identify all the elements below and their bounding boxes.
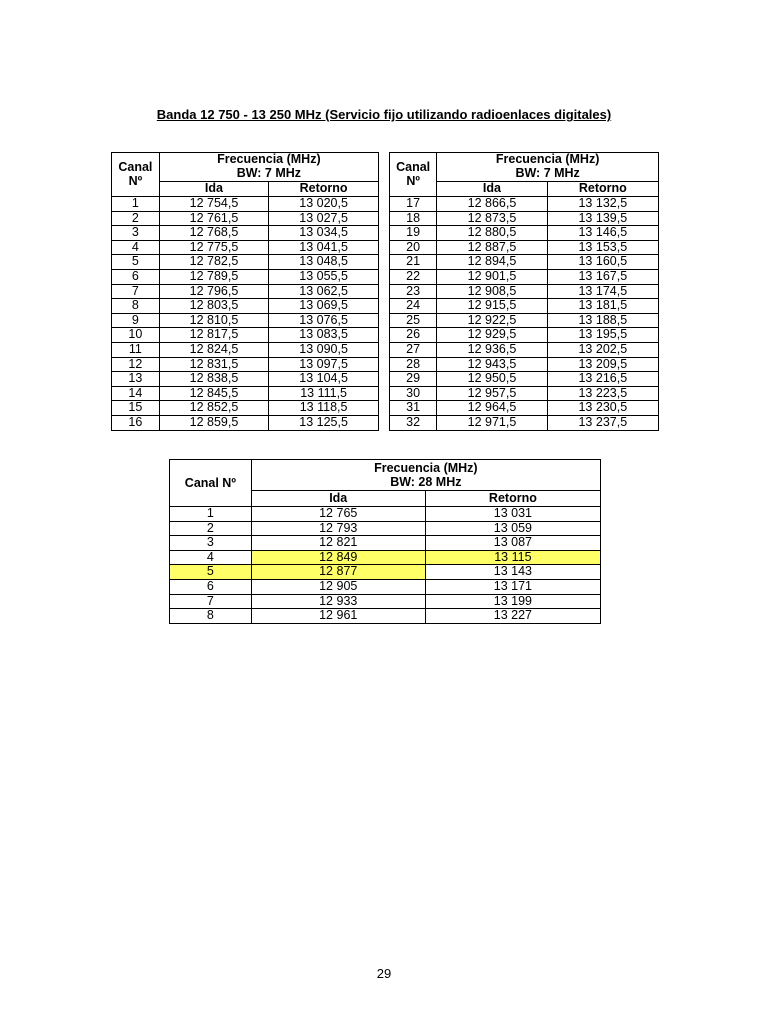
frequency-label: Frecuencia (MHz)	[495, 152, 600, 167]
table-row	[390, 211, 659, 226]
table-row	[112, 328, 379, 343]
channel-number-cell: 3	[112, 226, 160, 241]
retorno-frequency-cell: 13 171	[425, 579, 600, 594]
ida-frequency-cell: 12 849	[251, 550, 425, 565]
ida-frequency-cell: 12 873,5	[437, 211, 547, 226]
ida-frequency-cell: 12 838,5	[159, 372, 268, 387]
retorno-frequency-cell: 13 076,5	[269, 313, 379, 328]
ida-frequency-cell: 12 905	[251, 579, 425, 594]
table-row	[112, 240, 379, 255]
table-row	[112, 386, 379, 401]
channel-number-cell: 3	[170, 536, 252, 551]
retorno-frequency-cell: 13 227	[425, 609, 600, 624]
ida-frequency-cell: 12 880,5	[437, 226, 547, 241]
retorno-frequency-cell: 13 199	[425, 594, 600, 609]
retorno-frequency-cell: 13 020,5	[269, 197, 379, 212]
table-row	[390, 255, 659, 270]
retorno-header: Retorno	[425, 491, 600, 507]
ida-frequency-cell: 12 877	[251, 565, 425, 580]
ida-header: Ida	[437, 182, 547, 197]
channel-number-cell: 4	[112, 240, 160, 255]
table-row	[112, 357, 379, 372]
channel-number-cell: 10	[112, 328, 160, 343]
retorno-frequency-cell: 13 059	[425, 521, 600, 536]
ida-frequency-cell: 12 817,5	[159, 328, 268, 343]
channel-number-cell: 26	[390, 328, 437, 343]
retorno-frequency-cell: 13 041,5	[269, 240, 379, 255]
ida-frequency-cell: 12 821	[251, 536, 425, 551]
retorno-frequency-cell: 13 118,5	[269, 401, 379, 416]
retorno-frequency-cell: 13 167,5	[547, 269, 658, 284]
table-row	[112, 415, 379, 430]
table-row	[390, 386, 659, 401]
channel-number-cell: 16	[112, 415, 160, 430]
ida-frequency-cell: 12 887,5	[437, 240, 547, 255]
channel-number-cell: 22	[390, 269, 437, 284]
ida-frequency-cell: 12 782,5	[159, 255, 268, 270]
frequency-label: Frecuencia (MHz)	[374, 461, 478, 475]
retorno-frequency-cell: 13 090,5	[269, 342, 379, 357]
ida-frequency-cell: 12 793	[251, 521, 425, 536]
canal-header	[112, 153, 160, 197]
ida-frequency-cell: 12 765	[251, 507, 425, 522]
table-row	[390, 284, 659, 299]
channel-number-cell: 5	[170, 565, 252, 580]
ida-frequency-cell: 12 859,5	[159, 415, 268, 430]
channel-number-cell: 1	[112, 197, 160, 212]
frequency-header	[159, 153, 378, 182]
ida-frequency-cell: 12 922,5	[437, 313, 547, 328]
ida-frequency-cell: 12 894,5	[437, 255, 547, 270]
retorno-frequency-cell: 13 027,5	[269, 211, 379, 226]
channel-number-cell: 17	[390, 197, 437, 212]
ida-frequency-cell: 12 936,5	[437, 342, 547, 357]
ida-frequency-cell: 12 961	[251, 609, 425, 624]
retorno-frequency-cell: 13 146,5	[547, 226, 658, 241]
table-row	[170, 565, 601, 580]
table-row	[170, 550, 601, 565]
canal-header: Canal Nº	[170, 460, 252, 507]
channel-number-cell: 6	[170, 579, 252, 594]
retorno-frequency-cell: 13 216,5	[547, 372, 658, 387]
table-row	[390, 415, 659, 430]
table-row	[112, 197, 379, 212]
canal-label: Canal	[118, 159, 153, 174]
table-row	[390, 269, 659, 284]
ida-frequency-cell: 12 943,5	[437, 357, 547, 372]
retorno-frequency-cell: 13 139,5	[547, 211, 658, 226]
retorno-frequency-cell: 13 237,5	[547, 415, 658, 430]
table-row	[390, 299, 659, 314]
retorno-frequency-cell: 13 181,5	[547, 299, 658, 314]
channel-number-cell: 13	[112, 372, 160, 387]
channel-number-cell: 7	[112, 284, 160, 299]
retorno-frequency-cell: 13 125,5	[269, 415, 379, 430]
retorno-frequency-cell: 13 104,5	[269, 372, 379, 387]
retorno-frequency-cell: 13 069,5	[269, 299, 379, 314]
ida-frequency-cell: 12 908,5	[437, 284, 547, 299]
ida-frequency-cell: 12 754,5	[159, 197, 268, 212]
retorno-frequency-cell: 13 083,5	[269, 328, 379, 343]
channel-number-cell: 19	[390, 226, 437, 241]
channel-number-cell: 9	[112, 313, 160, 328]
channel-number-cell: 21	[390, 255, 437, 270]
retorno-frequency-cell: 13 115	[425, 550, 600, 565]
table-row	[112, 401, 379, 416]
retorno-frequency-cell: 13 062,5	[269, 284, 379, 299]
ida-frequency-cell: 12 901,5	[437, 269, 547, 284]
retorno-frequency-cell: 13 048,5	[269, 255, 379, 270]
table-row	[112, 313, 379, 328]
retorno-frequency-cell: 13 230,5	[547, 401, 658, 416]
retorno-frequency-cell: 13 202,5	[547, 342, 658, 357]
channel-number-cell: 12	[112, 357, 160, 372]
retorno-frequency-cell: 13 174,5	[547, 284, 658, 299]
ida-frequency-cell: 12 929,5	[437, 328, 547, 343]
table-row	[170, 579, 601, 594]
channel-number-cell: 5	[112, 255, 160, 270]
retorno-frequency-cell: 13 111,5	[269, 386, 379, 401]
channel-number-cell: 18	[390, 211, 437, 226]
channel-number-cell: 28	[390, 357, 437, 372]
table-row	[112, 342, 379, 357]
table-row	[390, 401, 659, 416]
table-row	[390, 197, 659, 212]
channel-number-cell: 30	[390, 386, 437, 401]
table-row	[112, 226, 379, 241]
ida-frequency-cell: 12 852,5	[159, 401, 268, 416]
ida-frequency-cell: 12 971,5	[437, 415, 547, 430]
table-row	[112, 372, 379, 387]
bandwidth-label: BW: 28 MHz	[390, 475, 462, 489]
table-row	[390, 357, 659, 372]
retorno-frequency-cell: 13 188,5	[547, 313, 658, 328]
channel-number-cell: 11	[112, 342, 160, 357]
ida-header: Ida	[251, 491, 425, 507]
frequency-header	[251, 460, 600, 491]
channel-number-cell: 27	[390, 342, 437, 357]
retorno-frequency-cell: 13 195,5	[547, 328, 658, 343]
table-row	[170, 536, 601, 551]
ida-frequency-cell: 12 761,5	[159, 211, 268, 226]
channel-number-cell: 2	[170, 521, 252, 536]
retorno-frequency-cell: 13 223,5	[547, 386, 658, 401]
table-row	[170, 521, 601, 536]
table-row	[112, 284, 379, 299]
table-row	[112, 255, 379, 270]
retorno-frequency-cell: 13 153,5	[547, 240, 658, 255]
frequency-label: Frecuencia (MHz)	[217, 152, 321, 167]
channel-number-cell: 31	[390, 401, 437, 416]
channel-table-7mhz-1-16	[111, 152, 379, 431]
table-row	[112, 299, 379, 314]
table-row	[390, 313, 659, 328]
bandwidth-label: BW: 7 MHz	[236, 166, 302, 180]
ida-frequency-cell: 12 831,5	[159, 357, 268, 372]
channel-number-cell: 15	[112, 401, 160, 416]
channel-number-cell: 2	[112, 211, 160, 226]
retorno-frequency-cell: 13 055,5	[269, 269, 379, 284]
table-row	[112, 211, 379, 226]
channel-number-cell: 32	[390, 415, 437, 430]
retorno-frequency-cell: 13 209,5	[547, 357, 658, 372]
ida-frequency-cell: 12 957,5	[437, 386, 547, 401]
channel-number-cell: 8	[112, 299, 160, 314]
channel-number-cell: 24	[390, 299, 437, 314]
retorno-frequency-cell: 13 160,5	[547, 255, 658, 270]
channel-table-7mhz-17-32	[389, 152, 659, 431]
table-row	[390, 328, 659, 343]
numero-label: Nº	[128, 173, 143, 188]
table-row	[170, 507, 601, 522]
ida-frequency-cell: 12 775,5	[159, 240, 268, 255]
page-number: 29	[376, 966, 392, 981]
table-row	[170, 609, 601, 624]
channel-table-28mhz	[169, 459, 601, 624]
retorno-header: Retorno	[547, 182, 658, 197]
channel-number-cell: 7	[170, 594, 252, 609]
ida-frequency-cell: 12 866,5	[437, 197, 547, 212]
ida-frequency-cell: 12 915,5	[437, 299, 547, 314]
channel-number-cell: 14	[112, 386, 160, 401]
table-row	[390, 240, 659, 255]
table-row	[112, 269, 379, 284]
retorno-frequency-cell: 13 087	[425, 536, 600, 551]
table-row	[390, 342, 659, 357]
ida-frequency-cell: 12 789,5	[159, 269, 268, 284]
channel-number-cell: 4	[170, 550, 252, 565]
canal-header	[390, 153, 437, 197]
retorno-frequency-cell: 13 034,5	[269, 226, 379, 241]
channel-number-cell: 1	[170, 507, 252, 522]
ida-frequency-cell: 12 768,5	[159, 226, 268, 241]
ida-frequency-cell: 12 810,5	[159, 313, 268, 328]
canal-label: Canal	[396, 159, 431, 174]
channel-number-cell: 20	[390, 240, 437, 255]
frequency-header	[437, 153, 659, 182]
retorno-frequency-cell: 13 031	[425, 507, 600, 522]
retorno-header: Retorno	[269, 182, 379, 197]
ida-frequency-cell: 12 933	[251, 594, 425, 609]
page-title: Banda 12 750 - 13 250 MHz (Servicio fijo utilizando radioenlaces digitales)	[156, 107, 612, 122]
ida-frequency-cell: 12 964,5	[437, 401, 547, 416]
table-row	[390, 226, 659, 241]
ida-frequency-cell: 12 950,5	[437, 372, 547, 387]
ida-frequency-cell: 12 803,5	[159, 299, 268, 314]
table-row	[390, 372, 659, 387]
channel-number-cell: 23	[390, 284, 437, 299]
bandwidth-label: BW: 7 MHz	[515, 166, 580, 180]
retorno-frequency-cell: 13 132,5	[547, 197, 658, 212]
ida-frequency-cell: 12 796,5	[159, 284, 268, 299]
retorno-frequency-cell: 13 097,5	[269, 357, 379, 372]
ida-frequency-cell: 12 845,5	[159, 386, 268, 401]
channel-number-cell: 29	[390, 372, 437, 387]
ida-header: Ida	[159, 182, 268, 197]
retorno-frequency-cell: 13 143	[425, 565, 600, 580]
ida-frequency-cell: 12 824,5	[159, 342, 268, 357]
channel-number-cell: 6	[112, 269, 160, 284]
channel-number-cell: 8	[170, 609, 252, 624]
numero-label: Nº	[406, 173, 420, 188]
table-row	[170, 594, 601, 609]
channel-number-cell: 25	[390, 313, 437, 328]
